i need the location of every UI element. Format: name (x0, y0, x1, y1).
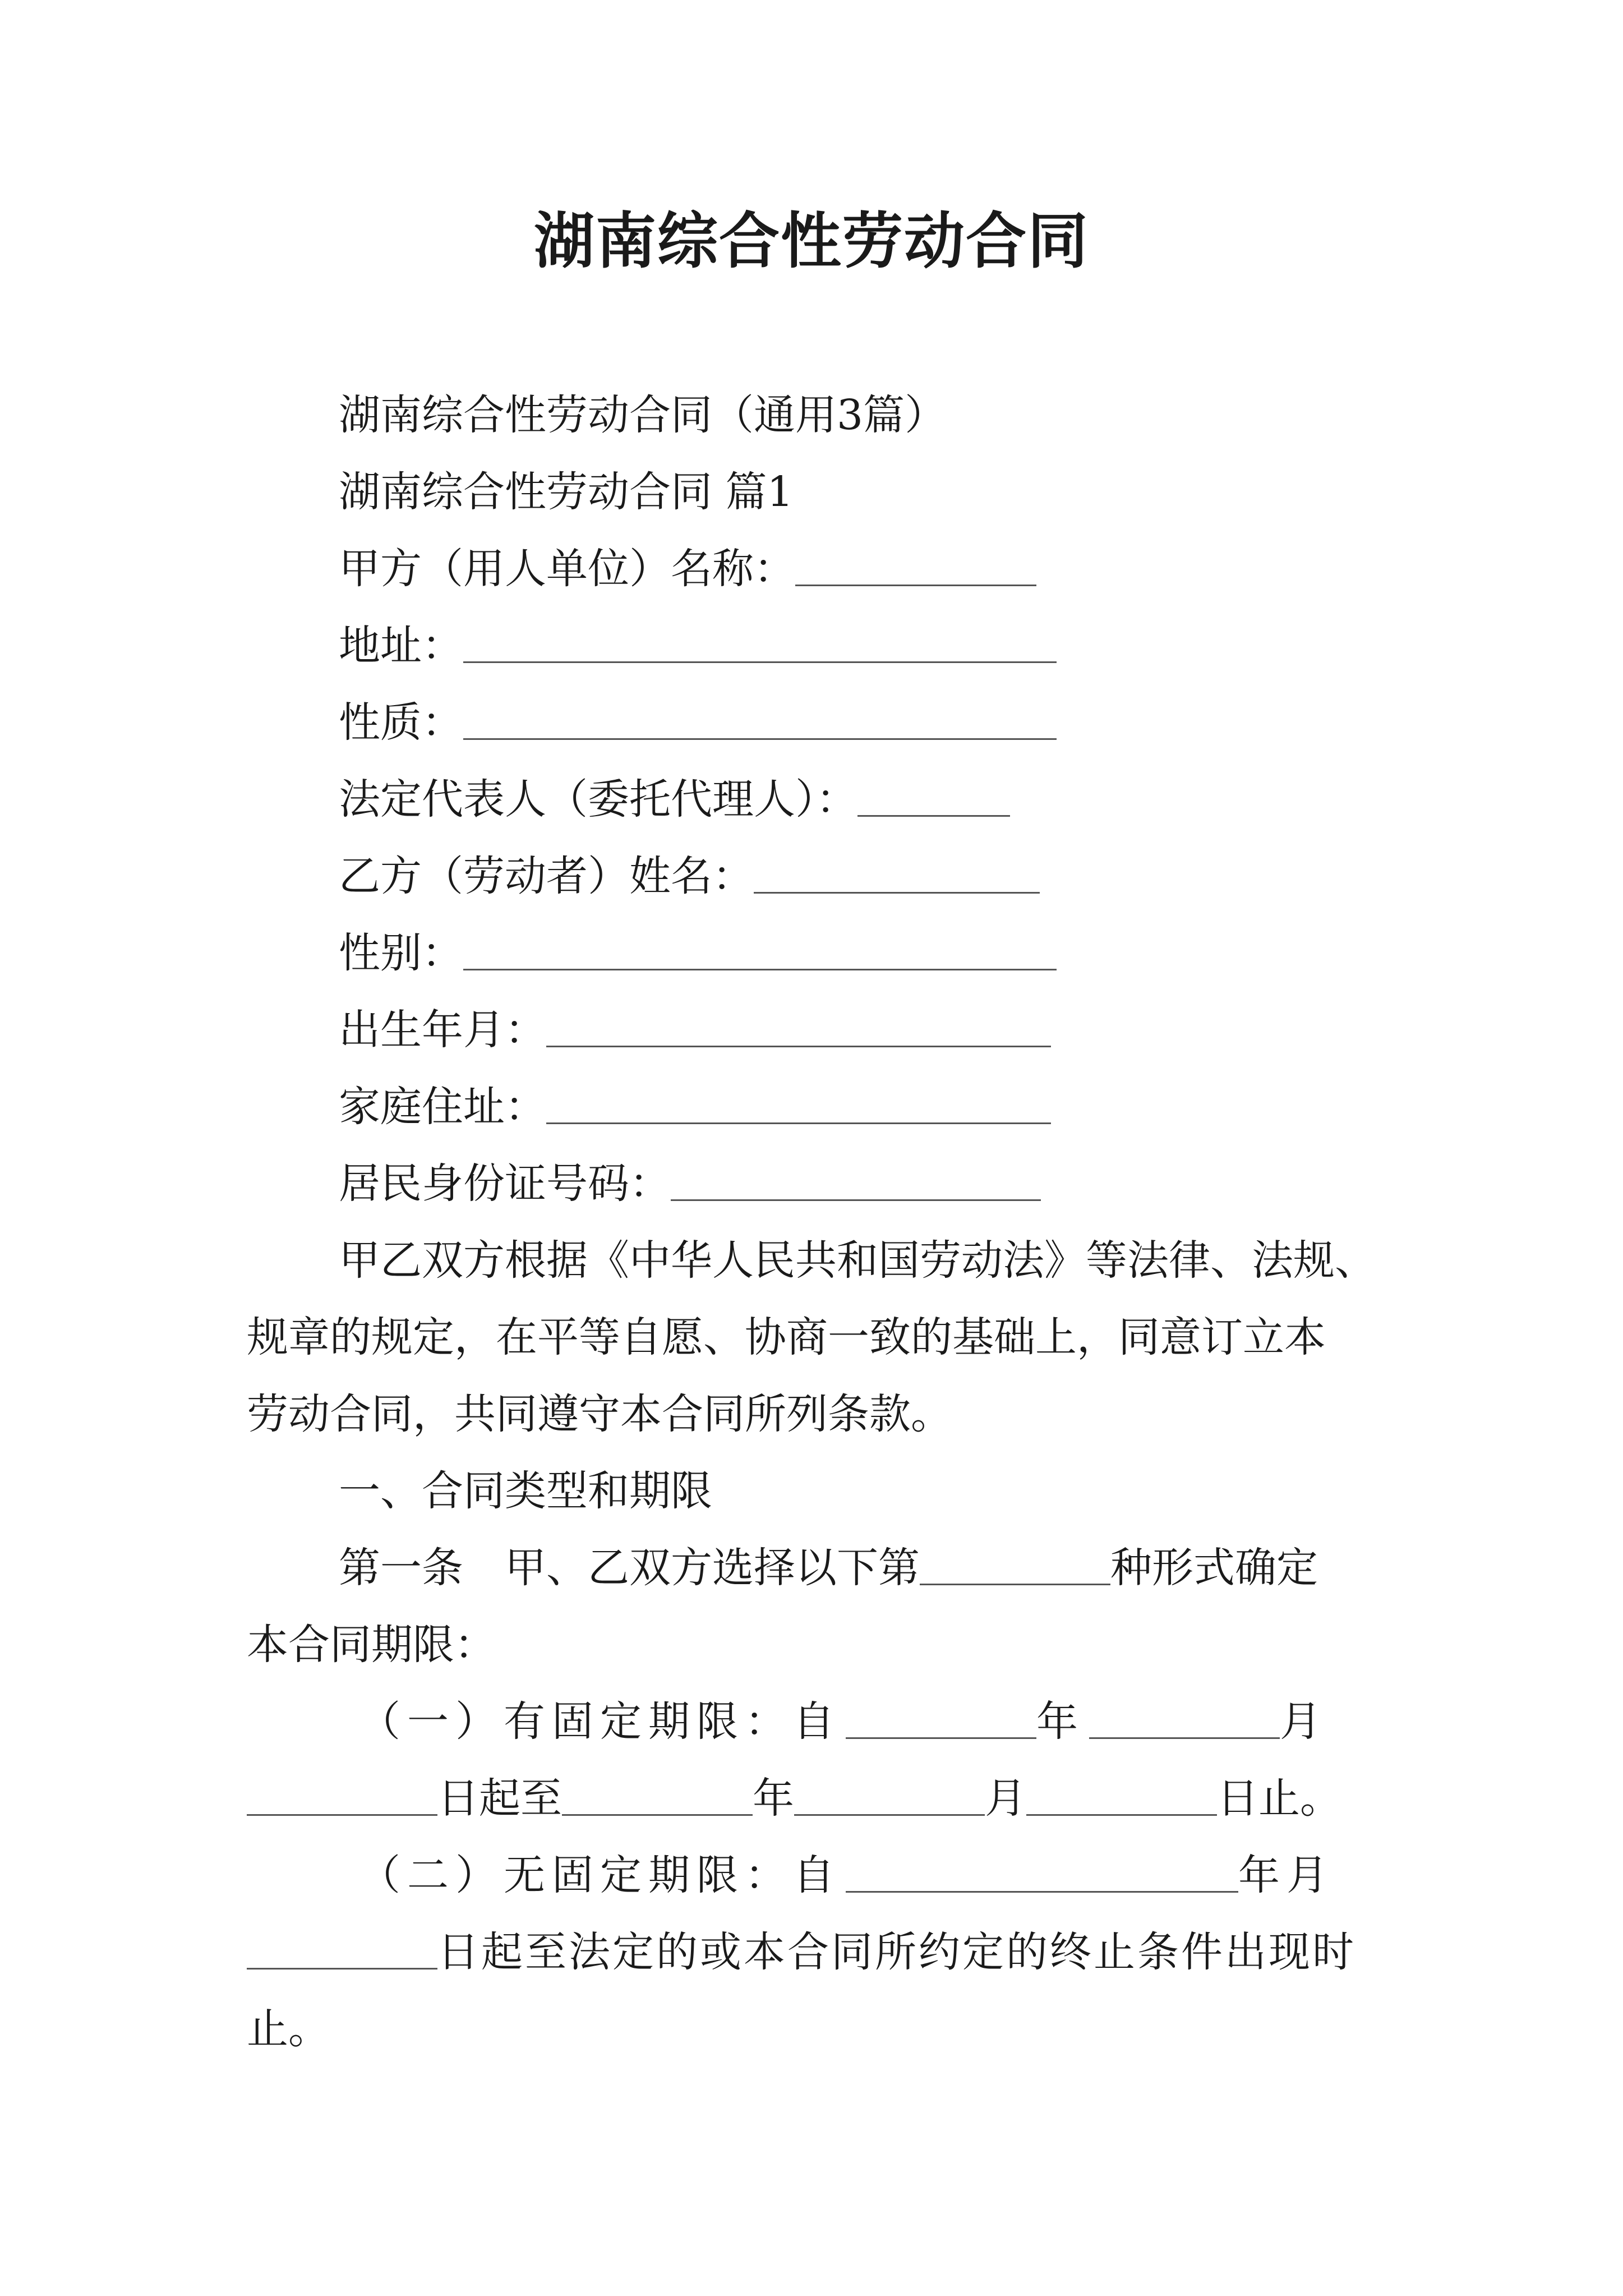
address-blank (463, 661, 1057, 663)
fixed-end-month-blank (794, 1814, 985, 1816)
field-party-b-name (339, 848, 1040, 904)
fixed-start-month-blank (1089, 1737, 1280, 1739)
unfixed-term-line-2 (247, 1924, 1356, 1980)
intro-line-3: 劳动合同，共同遵守本合同所列条款。 (247, 1390, 952, 1438)
part-heading: 湖南综合性劳动合同 篇1 (339, 468, 794, 516)
field-nature (339, 694, 1057, 751)
unfixed-term-text: 日起至法定的或本合同所约定的终止条件出现时 (437, 1928, 1356, 1976)
party-a-name-blank (795, 584, 1036, 586)
fixed-term-label: （一）有固定期限：自 (359, 1697, 841, 1746)
nature-blank (463, 738, 1057, 740)
field-birth (339, 1002, 1051, 1058)
unfixed-term-label: （二）无固定期限：自 (359, 1851, 841, 1899)
field-label: 家庭住址： (339, 1083, 546, 1131)
field-label: 出生年月： (339, 1006, 546, 1054)
birth-blank (546, 1045, 1051, 1047)
fixed-term-line-2 (247, 1770, 1341, 1826)
unfixed-term-line-1 (359, 1847, 1335, 1903)
unfixed-term-line-3: 止。 (247, 2005, 330, 2053)
day-end-label: 日止。 (1217, 1774, 1341, 1823)
field-gender (339, 925, 1057, 981)
year-label: 年 (1036, 1697, 1085, 1746)
field-label: 居民身份证号码： (339, 1159, 671, 1208)
section-heading-1: 一、合同类型和期限 (339, 1467, 712, 1515)
field-label: 甲方（用人单位）名称： (339, 545, 795, 593)
article-1-text-end: 种形式确定 (1110, 1544, 1318, 1592)
fixed-start-day-blank (247, 1814, 437, 1816)
field-label: 性质： (339, 698, 463, 747)
fixed-end-year-blank (562, 1814, 753, 1816)
field-home-address (339, 1079, 1051, 1135)
article-1-line-2: 本合同期限： (247, 1621, 496, 1669)
article-1-line-1 (339, 1540, 1318, 1596)
field-label: 地址： (339, 622, 463, 670)
field-label: 法定代表人（委托代理人）： (339, 775, 857, 823)
gender-blank (463, 968, 1057, 970)
unfixed-start-year-blank (846, 1890, 1238, 1893)
field-id-number (339, 1156, 1041, 1212)
home-address-blank (546, 1122, 1051, 1124)
fixed-end-day-blank (1026, 1814, 1217, 1816)
form-number-blank (920, 1583, 1110, 1585)
fixed-start-year-blank (846, 1737, 1036, 1739)
day-from-label: 日起至 (437, 1774, 562, 1823)
field-party-a-name (339, 541, 1036, 597)
field-legal-rep (339, 771, 1010, 827)
legal-rep-blank (857, 815, 1010, 817)
field-address (339, 618, 1057, 674)
subtitle: 湖南综合性劳动合同（通用3篇） (339, 391, 947, 439)
party-b-name-blank (754, 891, 1040, 894)
document-title: 湖南综合性劳动合同 (533, 206, 1089, 277)
intro-line-2: 规章的规定，在平等自愿、协商一致的基础上，同意订立本 (247, 1313, 1326, 1361)
month-label: 月 (1280, 1697, 1328, 1746)
intro-line-1: 甲乙双方根据《中华人民共和国劳动法》等法律、法规、 (339, 1236, 1376, 1285)
article-1-text: 第一条 甲、乙双方选择以下第 (339, 1544, 920, 1592)
field-label: 乙方（劳动者）姓名： (339, 852, 754, 900)
month-label: 月 (985, 1774, 1026, 1823)
year-month-label: 年月 (1238, 1851, 1335, 1899)
field-label: 性别： (339, 929, 463, 977)
id-number-blank (671, 1199, 1041, 1201)
year-label: 年 (753, 1774, 794, 1823)
unfixed-start-day-blank (247, 1967, 437, 1970)
fixed-term-line-1 (359, 1694, 1328, 1750)
